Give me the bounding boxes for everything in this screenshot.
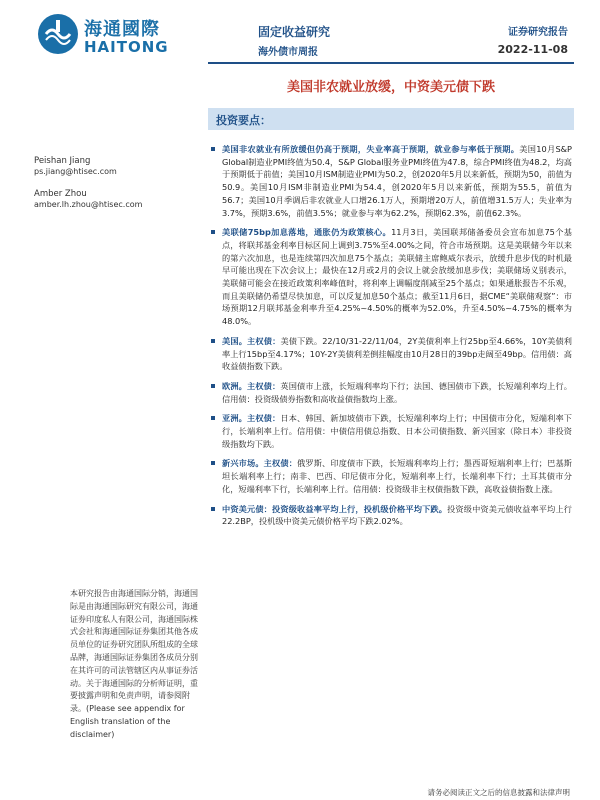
key-point <box>210 457 572 495</box>
key-point-lead: 亚洲。主权债： <box>222 413 281 424</box>
key-point-lead: 新兴市场。主权债： <box>222 458 298 469</box>
key-point-lead: 欧洲。主权债： <box>222 380 281 391</box>
key-point-body: 投资级中资美元债收益率平均上行22.2BP，投机级中资美元债价格平均下跌2.02%。 <box>222 503 572 527</box>
key-point <box>210 412 572 450</box>
author-email[interactable]: amber.lh.zhou@htisec.com <box>34 200 143 209</box>
key-point <box>210 143 572 219</box>
report-subcategory: 海外债市周报 <box>258 47 318 58</box>
key-point-lead: 美国。主权债： <box>222 335 281 346</box>
key-point-body: 日本、韩国、新加坡债市下跌，长短端利率均上行；中国债市分化，短端利率下行，长端利率上行。信用债：中债信用债总指数、日本公司债指数、新兴国家（除日本）非投资级指数均下跌。 <box>222 413 572 449</box>
key-point <box>210 335 572 373</box>
footer-note: 请务必阅读正文之后的信息披露和法律声明 <box>427 788 570 797</box>
section-title: 投资要点： <box>216 114 271 127</box>
haitong-logo <box>38 14 188 58</box>
logo-text-en: HAITONG <box>84 38 169 56</box>
key-points-list <box>210 143 572 528</box>
logo-text-cn: 海通國際 <box>84 19 160 40</box>
key-point-lead: 中资美元债：投资级收益率平均上行，投机级价格平均下跌。 <box>222 503 448 514</box>
key-point <box>210 380 572 405</box>
key-point <box>210 503 572 528</box>
key-point-lead: 美国非农就业有所放缓但仍高于预期，失业率高于预期，就业参与率低于预期。 <box>222 144 520 154</box>
author-name: Peishan Jiang <box>34 156 91 166</box>
key-point-body: 俄罗斯、印度债市下跌，长短端利率均上行；墨西哥短端利率上行；巴基斯坦长端利率上行；南非、巴西、印尼债市分化，短端利率上行，长端利率下行；土耳其债市分化，短端利率下行，长端利率上行。信用债：投资级非主权债指数下跌，高收益债指数上涨。 <box>222 458 572 494</box>
header-divider <box>208 62 574 64</box>
key-point-lead: 美联储75bp加息落地，通胀仍为政策核心。 <box>222 227 392 238</box>
key-point-body: 11月3日，美国联邦储备委员会宣布加息75个基点，将联邦基金利率目标区间上调到3.75%至4.00%之间，符合市场预期。这是美联储今年以来的第六次加息，也是连续第四次加息75个基点；美联储主席鲍威尔表示，放缓升息步伐的时机最早可能出现在下次会议上；最快在12月或2月的会议上就会放缓加息步伐；美联储场义别表示，美联储可能会在接近政策利率峰值时，将利率上调幅度削减至25个基点；如果通胀报告不乐观，而且美联储仍希望尽快加息，可以反复加息50个基点；截至11月6日，据CME“美联储观察”：市场预期12月联邦基金利率升至4.25%~4.50%的概率为52.0%，升至4.50%~4.75%的概率为48.0%。 <box>222 227 572 327</box>
key-point <box>210 226 572 328</box>
report-category: 固定收益研究 <box>258 25 331 39</box>
logo-emblem-icon <box>38 14 78 54</box>
key-point-body: 美债下跌。22/10/31-22/11/04，2Y美债利率上行25bp至4.66%，10Y美债利率上行15bp至4.17%；10Y-2Y美债利差倒挂幅度由10月28日的39bp走阔至49bp。信用债：高收益债指数下跌。 <box>222 335 572 372</box>
page-title: 美国非农就业放缓，中资美元债下跌 <box>286 80 495 95</box>
report-type: 证券研究报告 <box>508 27 568 38</box>
author-name: Amber Zhou <box>34 189 87 199</box>
key-point-body: 美国10月S&P Global制造业PMI终值为50.4，S&P Global服务业PMI终值为47.8，综合PMI终值为48.2，均高于预期低于前值；美国10月ISM制造业PMI为50.2，创2020年5月以来新低，预期为50，前值为50.9。美国10月ISM非制造业PMI为54.4，创2020年5月以来新低，预期为55.5，前值为56.7；美国10月季调后非农就业人口增26.1万人，预期增20万人，前值增31.5万人；失业率为3.7%，预期3.6%，前值3.5%；就业参与率为62.2%，预期62.3%，前值62.3%。 <box>222 144 572 218</box>
disclaimer-text: 本研究报告由海通国际分销，海通国际是由海通国际研究有限公司，海通证券印度私人有限公司，海通国际株式会社和海通国际证券集团其他各成员单位的证券研究团队所组成的全球品牌，海通国际证券集团各成员分别在其许可的司法管辖区内从事证券活动。关于海通国际的分析师证明，重要披露声明和免责声明，请参阅附录。(Please see appendix for English translation of the disclaimer) <box>70 589 198 739</box>
author-email[interactable]: ps.jiang@htisec.com <box>34 167 117 176</box>
report-date: 2022-11-08 <box>497 43 568 56</box>
key-point-body: 英国债市上涨，长短端利率均下行；法国、德国债市下跌，长短端利率均上行。信用债：投资级债券指数和高收益债指数均上涨。 <box>222 380 572 404</box>
